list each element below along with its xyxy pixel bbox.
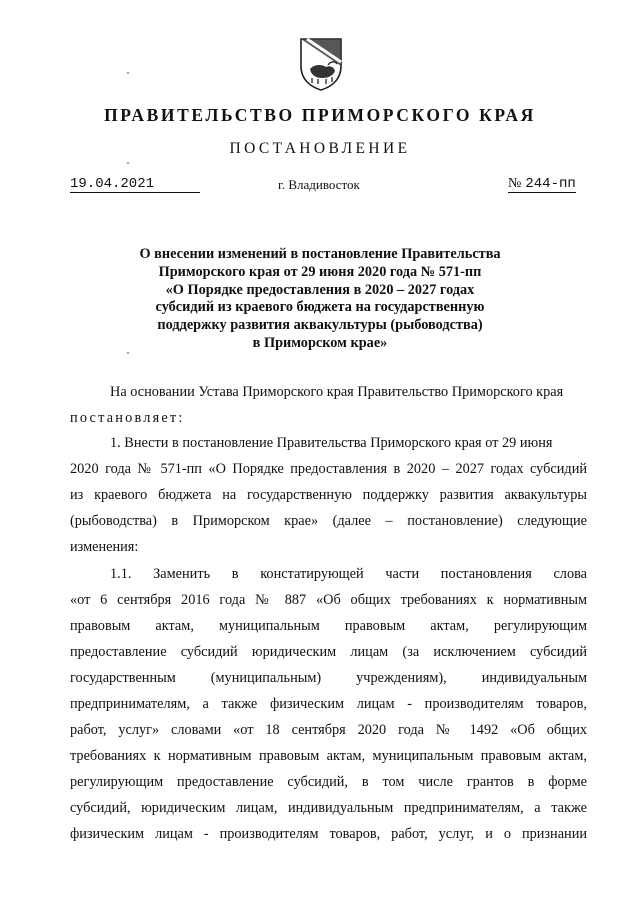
heading-line: поддержку развития аквакультуры (рыбоводства) [157, 317, 483, 334]
body-line: «от 6 сентября 2016 года № 887 «Об общих требованиях к нормативным [70, 592, 587, 608]
body-line: На основании Устава Приморского края Правительство Приморского края [110, 384, 564, 400]
body-line-resolves: постановляет: [70, 410, 185, 426]
body-line: предпринимателям, а также физическим лицам - производителям товаров, [70, 696, 587, 712]
scan-speck [127, 162, 129, 164]
number-sign: № [508, 176, 522, 191]
heading-line: «О Порядке предоставления в 2020 – 2027 годах [165, 281, 475, 298]
body-line: физическим лицам - производителям товаров, работ, услуг, и о признании [70, 826, 587, 842]
body-line: (рыбоводства) в Приморском крае» (далее – постановление) следующие [70, 513, 587, 529]
document-type: ПОСТАНОВЛЕНИЕ [229, 140, 411, 157]
document-date: 19.04.2021 [70, 176, 200, 193]
body-line: правовым актам, муниципальным правовым актам, регулирующим [70, 618, 587, 634]
coat-of-arms-emblem [298, 36, 344, 92]
government-name: ПРАВИТЕЛЬСТВО ПРИМОРСКОГО КРАЯ [104, 105, 536, 125]
heading-line: в Приморском крае» [252, 334, 388, 351]
scan-speck [127, 352, 129, 354]
heading-line: О внесении изменений в постановление Правительства [139, 246, 501, 262]
body-line: требованиях к нормативным правовым актам, муниципальным правовым актам, [70, 748, 587, 764]
body-line: регулирующим предоставление субсидий, в том числе грантов в форме [70, 774, 587, 790]
document-number [508, 176, 576, 193]
heading-line: Приморского края от 29 июня 2020 года № 571-пп [158, 263, 482, 280]
body-line: предоставление субсидий юридическим лицам (за исключением субсидий [70, 644, 587, 660]
body-line: 2020 года № 571-пп «О Порядке предоставления в 2020 – 2027 годах субсидий [70, 461, 587, 477]
body-line: государственным (муниципальным) учреждениям), индивидуальным [70, 670, 587, 686]
scan-speck [127, 72, 129, 74]
document-heading [120, 246, 520, 353]
heading-line: субсидий из краевого бюджета на государственную [155, 299, 485, 316]
body-line: работ, услуг» словами «от 18 сентября 2020 года № 1492 «Об общих [70, 722, 587, 738]
body-line: изменения: [70, 539, 139, 555]
document-city: г. Владивосток [278, 177, 360, 192]
body-line: субсидий, юридическим лицам, индивидуальным предпринимателям, а также [70, 800, 587, 816]
number-value: 244-пп [525, 176, 576, 192]
body-line: из краевого бюджета на государственную поддержку развития аквакультуры [70, 487, 587, 503]
body-line: 1.1. Заменить в констатирующей части постановления слова [110, 566, 587, 582]
body-line: 1. Внести в постановление Правительства Приморского края от 29 июня [110, 435, 553, 451]
